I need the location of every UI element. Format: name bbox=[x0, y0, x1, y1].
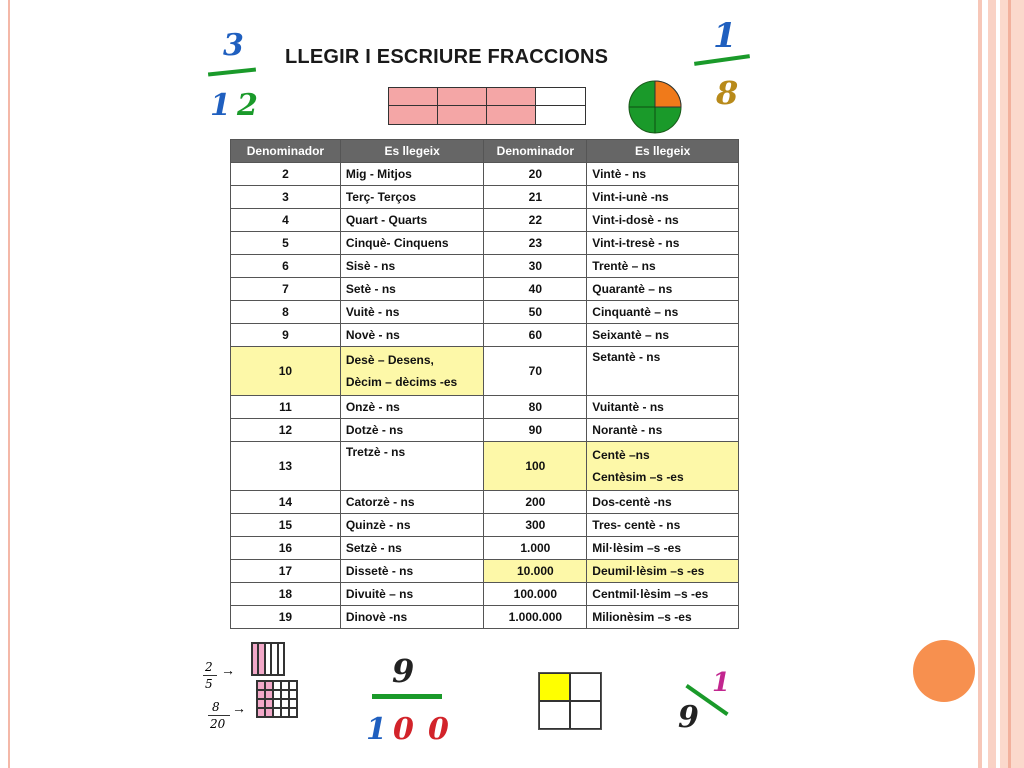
slide-frame-right bbox=[978, 0, 982, 768]
reading-cell: Quart - Quarts bbox=[340, 209, 484, 232]
denominator-cell: 4 bbox=[231, 209, 341, 232]
grid-diagram bbox=[251, 642, 285, 676]
denominator-cell: 100 bbox=[484, 442, 587, 491]
reading-line: Centè –ns bbox=[592, 448, 650, 462]
denominator-cell: 90 bbox=[484, 419, 587, 442]
slide-frame-left bbox=[8, 0, 10, 768]
reading-cell: Dissetè - ns bbox=[340, 560, 484, 583]
fraction-numerator: 2 bbox=[205, 660, 213, 674]
reading-cell bbox=[340, 347, 484, 396]
reading-cell: Cinquantè – ns bbox=[587, 301, 739, 324]
table-row bbox=[231, 301, 739, 324]
denominator-cell: 21 bbox=[484, 186, 587, 209]
reading-cell: Milionèsim –s -es bbox=[587, 606, 739, 629]
table-row bbox=[231, 232, 739, 255]
fractions-table bbox=[230, 139, 739, 629]
fraction-bar bbox=[372, 694, 442, 699]
denominator-cell: 19 bbox=[231, 606, 341, 629]
table-row bbox=[231, 419, 739, 442]
reading-cell: Vint-i-dosè - ns bbox=[587, 209, 739, 232]
denominator-cell: 14 bbox=[231, 491, 341, 514]
reading-cell: Norantè - ns bbox=[587, 419, 739, 442]
fraction-denominator: 0 bbox=[393, 712, 414, 747]
fraction-numerator: 8 bbox=[212, 700, 220, 714]
reading-cell: Onzè - ns bbox=[340, 396, 484, 419]
denominator-cell: 12 bbox=[231, 419, 341, 442]
table-row bbox=[231, 560, 739, 583]
denominator-cell: 10 bbox=[231, 347, 341, 396]
denominator-cell: 1.000.000 bbox=[484, 606, 587, 629]
reading-cell: Centmil·lèsim –s -es bbox=[587, 583, 739, 606]
reading-cell: Dos-centè -ns bbox=[587, 491, 739, 514]
table-row bbox=[231, 583, 739, 606]
reading-cell: Divuitè – ns bbox=[340, 583, 484, 606]
reading-cell: Tretzè - ns bbox=[340, 442, 484, 491]
reading-line: Desè – Desens, bbox=[345, 353, 434, 367]
pie-fraction-diagram bbox=[626, 80, 686, 134]
table-row bbox=[231, 186, 739, 209]
reading-line: Centèsim –s -es bbox=[592, 470, 684, 484]
reading-cell: Setantè - ns bbox=[587, 347, 739, 396]
denominator-cell: 40 bbox=[484, 278, 587, 301]
table-row bbox=[231, 347, 739, 396]
reading-cell bbox=[587, 442, 739, 491]
reading-cell: Setzè - ns bbox=[340, 537, 484, 560]
table-row bbox=[231, 442, 739, 491]
reading-cell: Mig - Mitjos bbox=[340, 163, 484, 186]
header-denominador: Denominador bbox=[231, 140, 341, 163]
fraction-numerator: 1 bbox=[712, 668, 731, 698]
reading-cell: Catorzè - ns bbox=[340, 491, 484, 514]
reading-cell: Dotzè - ns bbox=[340, 419, 484, 442]
fraction-denominator: 0 bbox=[428, 712, 449, 747]
fraction-bar bbox=[203, 675, 217, 676]
table-row bbox=[231, 514, 739, 537]
table-row bbox=[231, 163, 739, 186]
denominator-cell: 11 bbox=[231, 396, 341, 419]
denominator-cell: 50 bbox=[484, 301, 587, 324]
denominator-cell: 15 bbox=[231, 514, 341, 537]
reading-cell: Terç- Terços bbox=[340, 186, 484, 209]
fraction-denominator: 2 bbox=[237, 88, 258, 123]
reading-cell: Quarantè – ns bbox=[587, 278, 739, 301]
denominator-cell: 30 bbox=[484, 255, 587, 278]
slide-frame-right bbox=[988, 0, 996, 768]
grid-diagram bbox=[256, 680, 298, 718]
denominator-cell: 16 bbox=[231, 537, 341, 560]
table-row bbox=[231, 324, 739, 347]
denominator-cell: 200 bbox=[484, 491, 587, 514]
denominator-cell: 2 bbox=[231, 163, 341, 186]
denominator-cell: 17 bbox=[231, 560, 341, 583]
arrow-icon: → bbox=[221, 662, 235, 678]
denominator-cell: 10.000 bbox=[484, 560, 587, 583]
orange-circle-decoration bbox=[913, 640, 975, 702]
fraction-denominator: 9 bbox=[678, 700, 699, 735]
header-es-llegeix: Es llegeix bbox=[587, 140, 739, 163]
table-row bbox=[231, 255, 739, 278]
quarter-square-diagram bbox=[538, 672, 602, 730]
reading-cell: Vintè - ns bbox=[587, 163, 739, 186]
denominator-cell: 1.000 bbox=[484, 537, 587, 560]
fraction-bar bbox=[208, 68, 256, 77]
denominator-cell: 9 bbox=[231, 324, 341, 347]
reading-cell: Tres- centè - ns bbox=[587, 514, 739, 537]
reading-cell: Sisè - ns bbox=[340, 255, 484, 278]
fraction-numerator: 3 bbox=[223, 28, 244, 63]
reading-cell: Vint-i-tresè - ns bbox=[587, 232, 739, 255]
fraction-denominator: 5 bbox=[205, 677, 213, 691]
denominator-cell: 80 bbox=[484, 396, 587, 419]
denominator-cell: 100.000 bbox=[484, 583, 587, 606]
table-row bbox=[231, 537, 739, 560]
fraction-denominator: 1 bbox=[366, 712, 387, 747]
fraction-bar bbox=[208, 715, 230, 716]
fraction-denominator: 1 bbox=[210, 88, 231, 123]
denominator-cell: 70 bbox=[484, 347, 587, 396]
reading-cell: Mil·lèsim –s -es bbox=[587, 537, 739, 560]
header-denominador: Denominador bbox=[484, 140, 587, 163]
denominator-cell: 22 bbox=[484, 209, 587, 232]
fraction-numerator: 1 bbox=[713, 16, 737, 56]
slide-frame-right bbox=[1000, 0, 1024, 768]
header-es-llegeix: Es llegeix bbox=[340, 140, 484, 163]
fraction-numerator: 9 bbox=[392, 652, 415, 690]
fraction-bar-diagram bbox=[388, 87, 586, 125]
fraction-denominator: 20 bbox=[210, 717, 226, 731]
denominator-cell: 60 bbox=[484, 324, 587, 347]
page-title: LLEGIR I ESCRIURE FRACCIONS bbox=[285, 46, 609, 68]
table-row bbox=[231, 278, 739, 301]
reading-cell: Quinzè - ns bbox=[340, 514, 484, 537]
reading-cell: Vuitè - ns bbox=[340, 301, 484, 324]
denominator-cell: 18 bbox=[231, 583, 341, 606]
reading-cell: Seixantè – ns bbox=[587, 324, 739, 347]
reading-cell: Cinquè- Cinquens bbox=[340, 232, 484, 255]
table-row bbox=[231, 606, 739, 629]
arrow-icon: → bbox=[232, 700, 246, 716]
denominator-cell: 5 bbox=[231, 232, 341, 255]
denominator-cell: 8 bbox=[231, 301, 341, 324]
fraction-denominator: 8 bbox=[716, 74, 739, 112]
denominator-cell: 3 bbox=[231, 186, 341, 209]
reading-cell: Novè - ns bbox=[340, 324, 484, 347]
table-row bbox=[231, 396, 739, 419]
table-row bbox=[231, 491, 739, 514]
table-row bbox=[231, 209, 739, 232]
reading-cell: Dinovè -ns bbox=[340, 606, 484, 629]
reading-cell: Trentè – ns bbox=[587, 255, 739, 278]
reading-cell: Setè - ns bbox=[340, 278, 484, 301]
table-header-row bbox=[231, 140, 739, 163]
denominator-cell: 20 bbox=[484, 163, 587, 186]
denominator-cell: 300 bbox=[484, 514, 587, 537]
reading-line: Dècim – dècims -es bbox=[345, 375, 458, 389]
denominator-cell: 23 bbox=[484, 232, 587, 255]
reading-cell: Vint-i-unè -ns bbox=[587, 186, 739, 209]
denominator-cell: 7 bbox=[231, 278, 341, 301]
reading-cell: Deumil·lèsim –s -es bbox=[587, 560, 739, 583]
slide-frame-right bbox=[1008, 0, 1011, 768]
denominator-cell: 13 bbox=[231, 442, 341, 491]
denominator-cell: 6 bbox=[231, 255, 341, 278]
reading-cell: Vuitantè - ns bbox=[587, 396, 739, 419]
